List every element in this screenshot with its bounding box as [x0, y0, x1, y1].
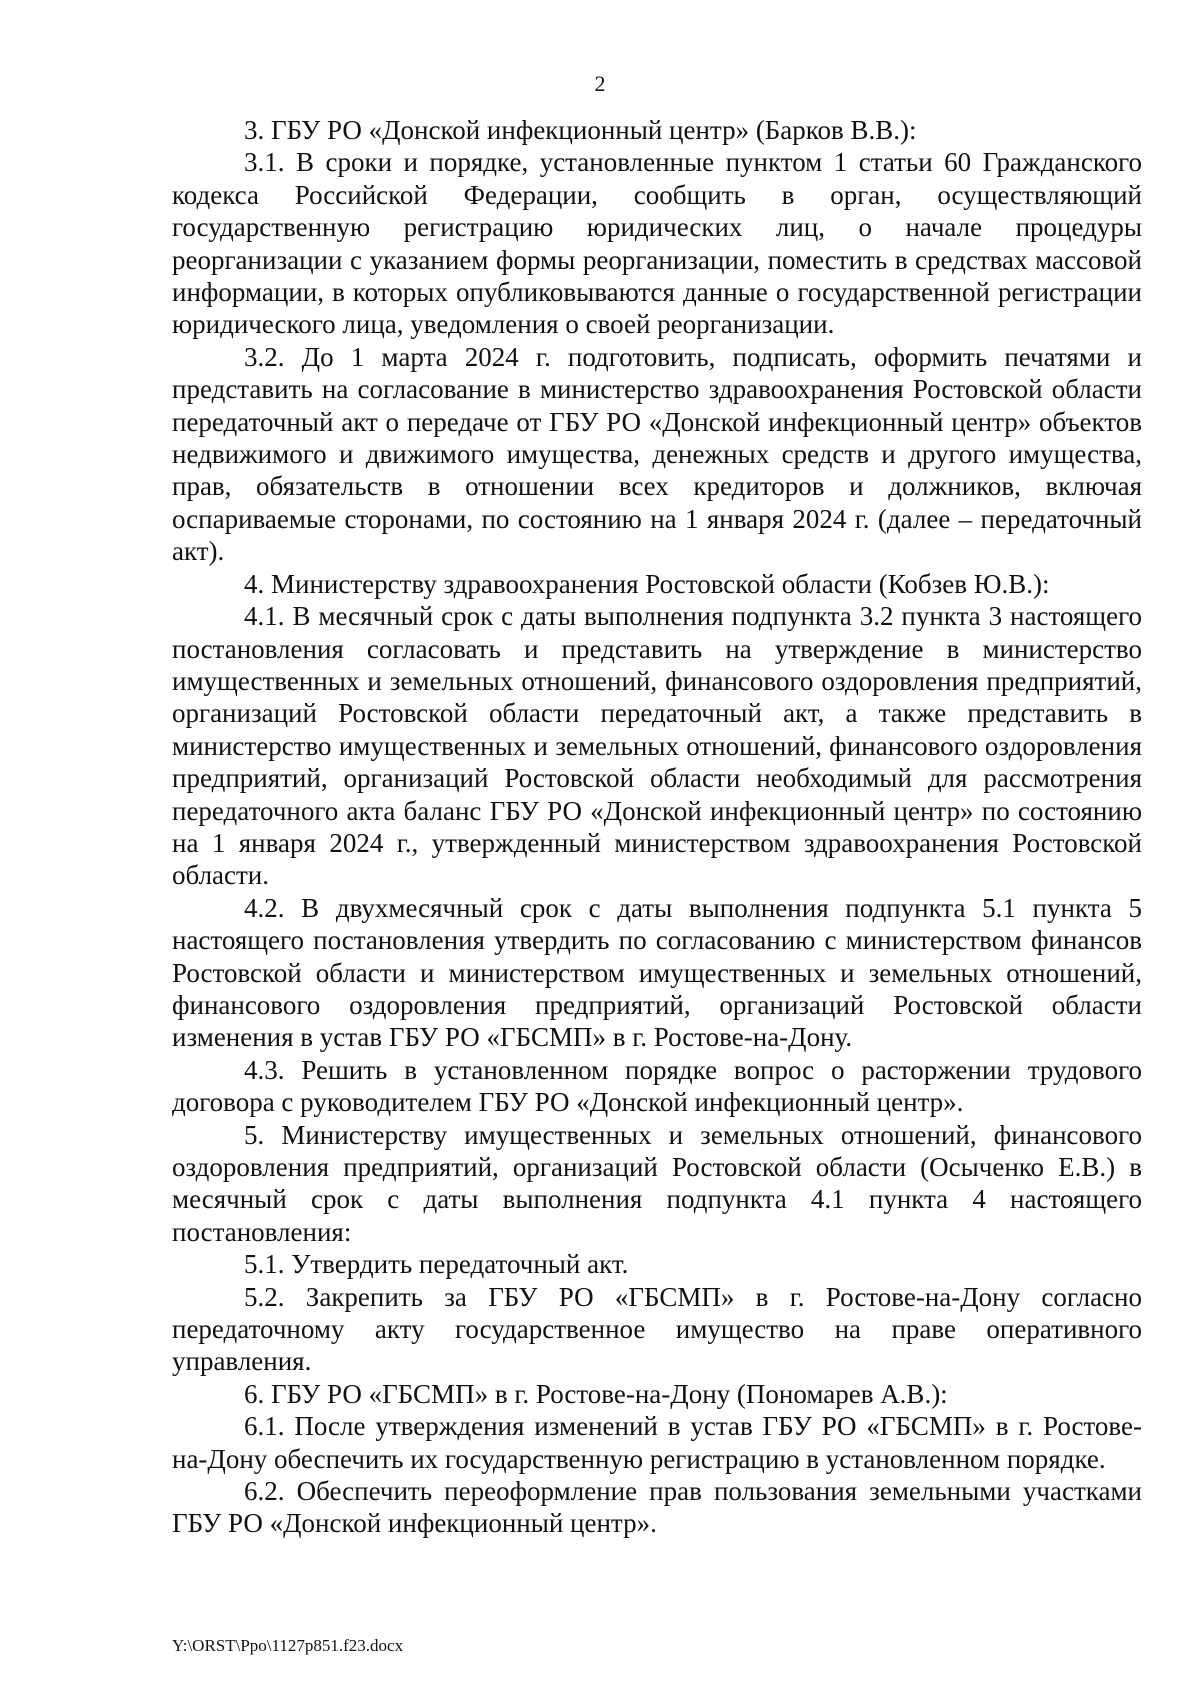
paragraph-5-2: 5.2. Закрепить за ГБУ РО «ГБСМП» в г. Ростове-на-Дону согласно передаточному акту государственное имущество на праве оперативного управления.: [172, 1281, 1142, 1377]
document-body: [172, 114, 1142, 1540]
paragraph-6-1: 6.1. После утверждения изменений в устав ГБУ РО «ГБСМП» в г. Ростове-на-Дону обеспечить их государственную регистрацию в установленном порядке.: [172, 1411, 1142, 1474]
paragraph-6: 6. ГБУ РО «ГБСМП» в г. Ростове-на-Дону (Пономарев А.В.):: [244, 1378, 948, 1409]
paragraph-4-2: 4.2. В двухмесячный срок с даты выполнения подпункта 5.1 пункта 5 настоящего постановления утвердить по согласованию с министерством финансов Ростовской области и министерством имущественных и земельных отношений, финансового оздоровления предприятий, организаций Ростовской области изменения в устав ГБУ РО «ГБСМП» в г. Ростове-на-Дону.: [172, 892, 1142, 1053]
paragraph-5: 5. Министерству имущественных и земельных отношений, финансового оздоровления предприятий, организаций Ростовской области (Осыченко Е.В.) в месячный срок с даты выполнения подпункта 4.1 пункта 4 настоящего постановления:: [172, 1119, 1142, 1247]
paragraph-4-1: 4.1. В месячный срок с даты выполнения подпункта 3.2 пункта 3 настоящего постановления согласовать и представить на утверждение в министерство имущественных и земельных отношений, финансового оздоровления предприятий, организаций Ростовской области передаточный акт, а также представить в министерство имущественных и земельных отношений, финансового оздоровления предприятий, организаций Ростовской области необходимый для рассмотрения передаточного акта баланс ГБУ РО «Донской инфекционный центр» по состоянию на 1 января 2024 г., утвержденный министерством здравоохранения Ростовской области.: [172, 601, 1142, 891]
paragraph-4: 4. Министерству здравоохранения Ростовской области (Кобзев Ю.В.):: [244, 568, 1050, 599]
paragraph-6-2: 6.2. Обеспечить переоформление прав пользования земельными участками ГБУ РО «Донской инфекционный центр».: [172, 1476, 1142, 1539]
paragraph-3-2: 3.2. До 1 марта 2024 г. подготовить, подписать, оформить печатями и представить на согласование в министерство здравоохранения Ростовской области передаточный акт о передаче от ГБУ РО «Донской инфекционный центр» объектов недвижимого и движимого имущества, денежных средств и другого имущества, прав, обязательств в отношении всех кредиторов и должников, включая оспариваемые сторонами, по состоянию на 1 января 2024 г. (далее – передаточный акт).: [172, 341, 1142, 567]
paragraph-5-1: 5.1. Утвердить передаточный акт.: [244, 1249, 629, 1280]
paragraph-3: 3. ГБУ РО «Донской инфекционный центр» (Барков В.В.):: [244, 115, 917, 145]
page-number: 2: [594, 71, 606, 96]
paragraph-3-1: 3.1. В сроки и порядке, установленные пунктом 1 статьи 60 Гражданского кодекса Российской Федерации, сообщить в орган, осуществляющий государственную регистрацию юридических лиц, о начале процедуры реорганизации с указанием формы реорганизации, поместить в средствах массовой информации, в которых опубликовываются данные о государственной регистрации юридического лица, уведомления о своей реорганизации.: [172, 147, 1142, 340]
paragraph-4-3: 4.3. Решить в установленном порядке вопрос о расторжении трудового договора с руководителем ГБУ РО «Донской инфекционный центр».: [172, 1054, 1142, 1118]
file-path-footer: Y:\ORST\Ppo\1127p851.f23.docx: [172, 1636, 404, 1655]
